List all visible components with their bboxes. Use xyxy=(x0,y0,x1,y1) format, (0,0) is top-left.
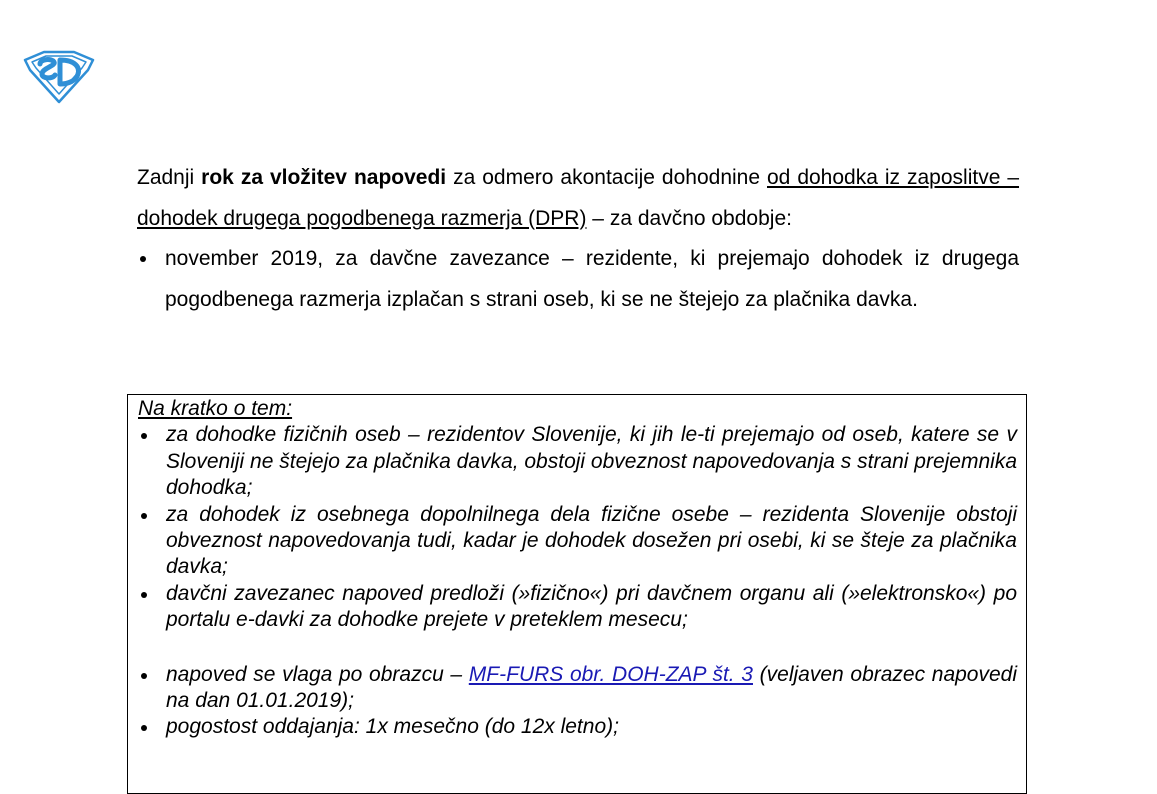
intro-text-start: Zadnji xyxy=(137,166,202,189)
summary-box xyxy=(127,394,1027,794)
list-item: za dohodek iz osebnega dopolnilnega dela fizične osebe – rezidenta Slovenije obstoji obveznost napovedovanja tudi, kadar je dohodek dosežen pri osebi, ki se šteje za plačnika davka; xyxy=(138,502,1017,581)
sd-logo-icon xyxy=(22,48,96,104)
summary-bullet-list xyxy=(138,422,1017,740)
intro-bold-deadline: rok za vložitev napovedi xyxy=(201,166,447,189)
list-item: november 2019, za davčne zavezance – rezidente, ki prejemajo dohodek iz drugega pogodbenega razmerja izplačan s strani oseb, ki se ne štejejo za plačnika davka. xyxy=(137,239,1019,320)
intro-text-end: – za davčno obdobje: xyxy=(586,206,792,230)
form-text-end: (veljaven obrazec napovedi na dan 01.01.2019); xyxy=(166,662,1018,713)
list-item: davčni zavezanec napoved predloži (»fizično«) pri davčnem organu ali (»elektronsko«) po portalu e-davki za dohodke prejete v preteklem mesecu; xyxy=(138,581,1017,634)
list-item: pogostost oddajanja: 1x mesečno (do 12x letno); xyxy=(138,714,1017,740)
form-link[interactable]: MF-FURS obr. DOH-ZAP št. 3 xyxy=(468,662,753,686)
intro-text xyxy=(137,158,1019,320)
list-item: za dohodke fizičnih oseb – rezidentov Slovenije, ki jih le-ti prejemajo od oseb, katere se v Sloveniji ne štejejo za plačnika davka, obstoji obveznost napovedovanja s strani prejemnika dohodka; xyxy=(138,422,1017,501)
intro-text-middle: za odmero akontacije dohodnine xyxy=(446,166,767,189)
intro-paragraph xyxy=(137,158,1019,239)
list-item xyxy=(138,662,1017,715)
intro-bullet-list xyxy=(137,239,1019,320)
form-text-start: napoved se vlaga po obrazcu – xyxy=(166,662,469,686)
intro-underlined-income-type: od dohodka iz zaposlitve – dohodek drugega pogodbenega razmerja (DPR) xyxy=(137,166,1020,230)
summary-box-title: Na kratko o tem: xyxy=(138,397,293,420)
